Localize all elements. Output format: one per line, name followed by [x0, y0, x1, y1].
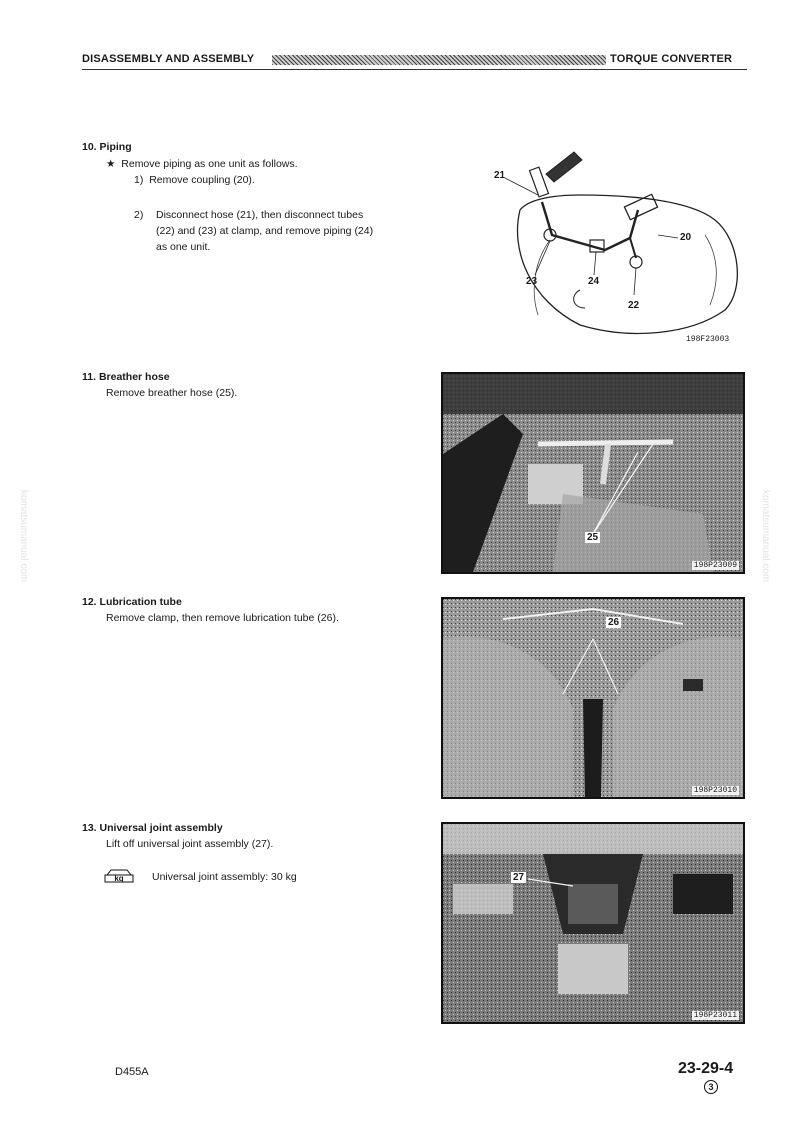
star-icon: ★ [106, 158, 116, 170]
step-12-text: Remove clamp, then remove lubrication tube (26). [106, 612, 339, 624]
header-right-title: TORQUE CONVERTER [610, 53, 733, 65]
photo-universal-joint [441, 822, 745, 1024]
step-10-note: ★ Remove piping as one unit as follows. [106, 158, 298, 170]
step-10-substep-1: 1) Remove coupling (20). [134, 174, 255, 186]
step-13-text: Lift off universal joint assembly (27). [106, 838, 274, 850]
figure-piping-drawing [490, 140, 750, 350]
callout-23: 23 [526, 276, 538, 287]
header-left-title: DISASSEMBLY AND ASSEMBLY [82, 53, 255, 65]
photo-lubrication-tube [441, 597, 745, 799]
step-11-heading: 11. Breather hose [82, 371, 170, 383]
header-rule [82, 69, 747, 70]
step-10-substep-2: 2) Disconnect hose (21), then disconnect tubes (22) and (23) at clamp, and remove piping (24) as one unit. [134, 209, 374, 253]
callout-22: 22 [628, 300, 640, 311]
footer-model: D455A [115, 1066, 149, 1078]
callout-27: 27 [513, 872, 525, 883]
figure-code-1: 198F23003 [686, 335, 730, 344]
watermark-right: komatsumanual.com [760, 490, 771, 583]
step-13-heading: 13. Universal joint assembly [82, 822, 223, 834]
callout-25: 25 [587, 532, 599, 543]
weight-icon: kg [103, 869, 135, 883]
photo-breather-hose [441, 372, 745, 574]
footer-revision-badge: 3 [704, 1080, 718, 1094]
figure-code-4: 198P23011 [693, 1011, 737, 1020]
step-12-heading: 12. Lubrication tube [82, 596, 182, 608]
callout-26: 26 [608, 617, 620, 628]
figure-code-3: 198P23010 [693, 786, 737, 795]
figure-code-2: 198P23009 [693, 561, 737, 570]
header-hatch-band [272, 55, 606, 65]
watermark-left: komatsumanual.com [18, 490, 29, 583]
step-11-text: Remove breather hose (25). [106, 387, 238, 399]
footer-page-number: 23-29-4 [678, 1060, 734, 1077]
step-10-heading: 10. Piping [82, 141, 132, 153]
piping-line-drawing [490, 140, 750, 340]
callout-24: 24 [588, 276, 600, 287]
callout-20: 20 [680, 232, 692, 243]
callout-21: 21 [494, 170, 506, 181]
step-13-weight: Universal joint assembly: 30 kg [152, 871, 297, 883]
